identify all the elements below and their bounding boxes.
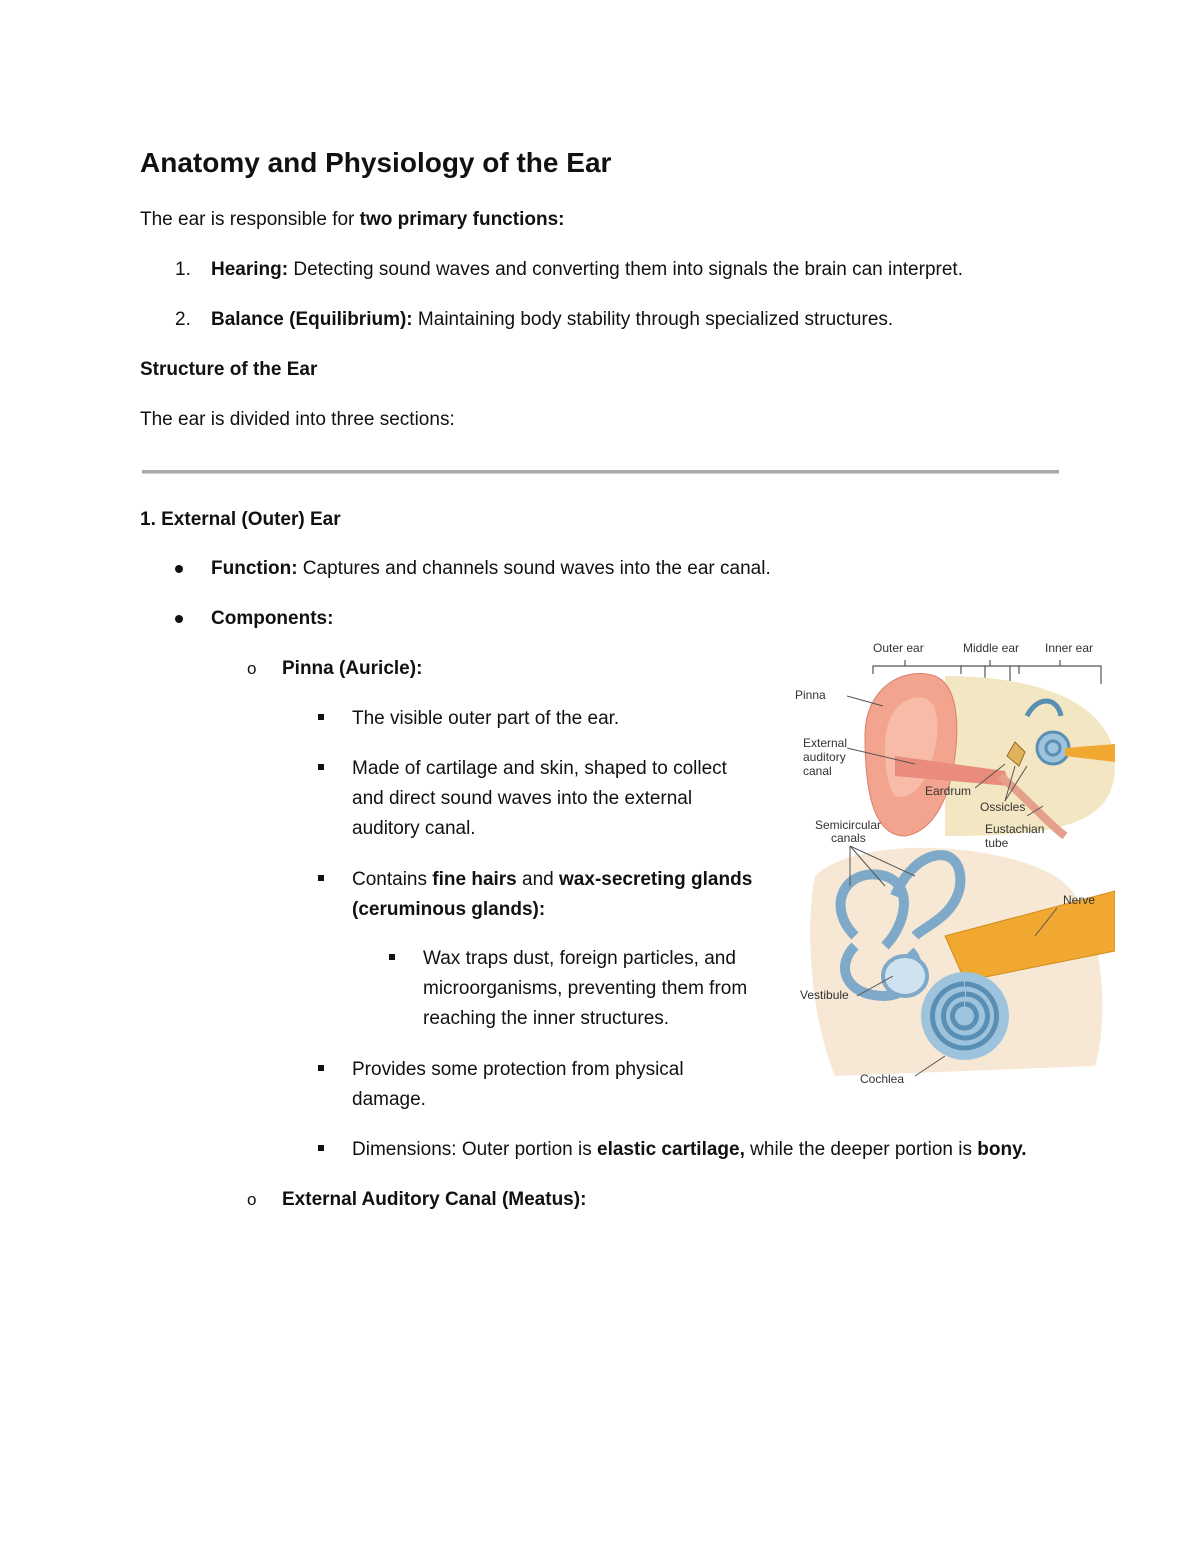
pinna-bullet-1: The visible outer part of the ear. <box>352 708 620 729</box>
label-auditory: auditory <box>803 750 846 764</box>
text: Dimensions: Outer portion is <box>352 1139 597 1160</box>
text: while the deeper portion is <box>744 1139 978 1160</box>
label-nerve: Nerve <box>1063 893 1096 907</box>
bullet-dot <box>175 615 183 623</box>
page-title: Anatomy and Physiology of the Ear <box>140 147 612 178</box>
label-external: External <box>803 736 848 750</box>
label-tube: tube <box>985 836 1009 850</box>
intro-bold: two primary functions: <box>359 209 565 230</box>
list-number: 2. <box>175 309 191 330</box>
wax-line-1: Wax traps dust, foreign particles, and <box>423 948 736 969</box>
bullet-circle: o <box>247 659 257 678</box>
label-canal: canal <box>803 764 832 778</box>
bold-text: elastic cartilage, <box>597 1139 745 1160</box>
label-vestibule: Vestibule <box>800 988 849 1002</box>
canal-label: External Auditory Canal (Meatus): <box>282 1189 587 1210</box>
bold-text: fine hairs <box>432 869 517 890</box>
label-ossicles: Ossicles <box>980 800 1026 814</box>
function-hearing <box>211 259 963 281</box>
label-semicircular: Semicircular <box>815 818 882 832</box>
pinna-bullet-4-line-1: Provides some protection from physical <box>352 1059 684 1080</box>
wax-line-3: reaching the inner structures. <box>423 1008 670 1029</box>
bold-text: bony. <box>977 1139 1027 1160</box>
external-ear-heading: 1. External (Outer) Ear <box>140 509 341 530</box>
bullet-square <box>318 1145 324 1151</box>
text: and <box>516 869 560 890</box>
pinna-bullet-3-line-2: (ceruminous glands): <box>352 899 546 920</box>
label-pinna: Pinna <box>795 688 826 702</box>
sections-intro: The ear is divided into three sections: <box>140 409 455 430</box>
function-label: Function: <box>211 558 298 579</box>
bullet-dot <box>175 565 183 573</box>
function-text: Captures and channels sound waves into the ear canal. <box>297 558 771 579</box>
label-outer-ear: Outer ear <box>873 641 924 655</box>
intro-text: The ear is responsible for <box>140 209 360 230</box>
bullet-square <box>318 764 324 770</box>
bullet-square <box>318 875 324 881</box>
label-eardrum: Eardrum <box>925 784 972 798</box>
pinna-bullet-5 <box>352 1139 1027 1161</box>
function-text: Maintaining body stability through specialized structures. <box>412 309 894 330</box>
inner-ear-detail <box>810 848 1115 1076</box>
structure-heading: Structure of the Ear <box>140 359 318 380</box>
pinna-bullet-4-line-2: damage. <box>352 1089 426 1110</box>
list-number: 1. <box>175 259 191 280</box>
horizontal-rule <box>142 470 1059 474</box>
pinna-label: Pinna (Auricle): <box>282 658 423 679</box>
intro-paragraph <box>140 209 564 231</box>
label-inner-ear: Inner ear <box>1045 641 1094 655</box>
bullet-circle: o <box>247 1190 257 1209</box>
components-label: Components: <box>211 608 334 629</box>
pinna-bullet-2-line-2: and direct sound waves into the external <box>352 788 693 809</box>
function-item <box>211 558 771 580</box>
label-middle-ear: Middle ear <box>963 641 1020 655</box>
pinna-bullet-2-line-1: Made of cartilage and skin, shaped to collect <box>352 758 727 779</box>
bullet-square <box>318 1065 324 1071</box>
function-label: Balance (Equilibrium): <box>211 309 413 330</box>
function-text: Detecting sound waves and converting them into signals the brain can interpret. <box>288 259 963 280</box>
bullet-square <box>318 714 324 720</box>
label-cochlea: Cochlea <box>860 1072 905 1086</box>
function-balance <box>211 309 893 331</box>
function-label: Hearing: <box>211 259 289 280</box>
bold-text: wax-secreting glands <box>559 869 753 890</box>
bullet-square <box>389 954 395 960</box>
label-eustachian: Eustachian <box>985 822 1045 836</box>
pinna-bullet-3-line-1 <box>352 869 752 891</box>
text: Contains <box>352 869 433 890</box>
wax-line-2: microorganisms, preventing them from <box>423 978 748 999</box>
label-canals: canals <box>831 831 866 845</box>
pinna-bullet-2-line-3: auditory canal. <box>352 818 476 839</box>
ear-anatomy-figure <box>795 636 1115 1096</box>
